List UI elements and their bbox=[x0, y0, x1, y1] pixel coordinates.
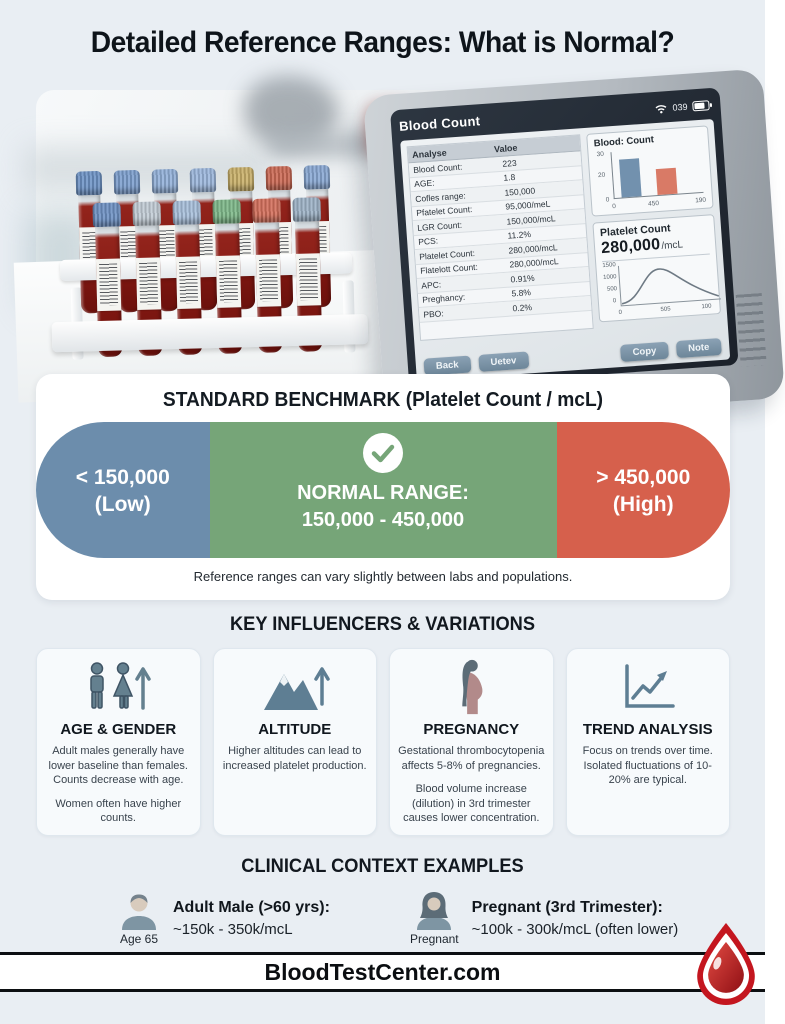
platelet-card-title: Platelet Count bbox=[599, 222, 671, 240]
tube-cap bbox=[92, 202, 121, 227]
analyte-value: 280,000/mcL bbox=[509, 256, 559, 270]
site-url: BloodTestCenter.com bbox=[264, 958, 501, 985]
example-range: ~100k - 300k/mcL (often lower) bbox=[471, 920, 679, 938]
analyte-label: Pfatelet Count: bbox=[415, 204, 473, 219]
screen-right-column bbox=[586, 125, 724, 362]
influencer-card-text: Focus on trends over time. Isolated fluctuations of 10-20% are typical. bbox=[582, 745, 713, 787]
influencer-card-title: PREGNANCY bbox=[423, 721, 520, 738]
check-badge bbox=[210, 432, 557, 474]
pregnancy-icon bbox=[451, 658, 491, 718]
back-button: Back bbox=[423, 356, 471, 376]
distribution-curve-chart bbox=[602, 256, 714, 317]
influencer-card-text: Adult males generally have lower baseline than females. Counts decrease with age. bbox=[48, 745, 188, 787]
influencer-card-text: Blood volume increase (dilution) in 3rd trimester causes lower concentration. bbox=[403, 783, 540, 825]
influencer-card-text: Gestational thrombocytopenia affects 5-8% of pregnancies. bbox=[398, 745, 545, 772]
mini-bar-chart bbox=[594, 144, 706, 211]
copy-button: Copy bbox=[620, 342, 669, 362]
analyzer-screen bbox=[400, 119, 730, 381]
blood-count-chart-card bbox=[586, 125, 713, 216]
male-avatar-icon bbox=[118, 890, 160, 930]
tube-cap bbox=[152, 169, 179, 194]
influencer-cards bbox=[36, 648, 730, 836]
trend-analysis-icon bbox=[619, 662, 677, 714]
column-value: Valoe bbox=[493, 142, 518, 154]
normal-range-value: 150,000 - 450,000 bbox=[301, 509, 465, 531]
standard-benchmark-section bbox=[36, 374, 730, 600]
high-range-segment bbox=[557, 422, 731, 558]
barcode-label bbox=[96, 258, 121, 311]
footer bbox=[0, 952, 765, 992]
analyte-label: Flatelott Count: bbox=[419, 262, 479, 277]
benchmark-title: STANDARD BENCHMARK (Platelet Count / mcL) bbox=[162, 389, 604, 411]
analyte-label: Cofles range: bbox=[414, 190, 467, 204]
analyte-value: 223 bbox=[502, 157, 517, 169]
female-avatar-icon bbox=[413, 890, 455, 930]
barcode-label bbox=[216, 255, 241, 308]
blood-analyzer-device bbox=[363, 68, 785, 425]
pregnancy-icon-wrap bbox=[397, 657, 546, 719]
analyte-label: LGR Count: bbox=[416, 219, 463, 233]
platelet-count-card bbox=[592, 214, 721, 322]
tube-cap bbox=[76, 171, 103, 196]
analyte-value: 11.2% bbox=[507, 229, 532, 241]
check-icon bbox=[362, 432, 404, 474]
test-tube-rack bbox=[51, 156, 376, 364]
blood-drop-logo bbox=[690, 920, 762, 1008]
analyte-value: 0.91% bbox=[510, 272, 535, 285]
y-tick: 0 bbox=[612, 298, 617, 305]
age-gender-icon bbox=[85, 660, 151, 716]
low-range-segment bbox=[36, 422, 210, 558]
analyte-value: 1.8 bbox=[503, 172, 516, 183]
low-bar bbox=[619, 158, 642, 197]
y-axis bbox=[610, 152, 614, 199]
clinical-examples bbox=[118, 890, 678, 946]
influencer-card-text: Women often have higher counts. bbox=[55, 797, 182, 825]
analyte-table bbox=[407, 134, 594, 341]
status-icons bbox=[654, 100, 713, 114]
normal-range-segment bbox=[210, 422, 557, 558]
y-tick: 0 bbox=[605, 196, 610, 204]
x-tick: 450 bbox=[647, 199, 660, 208]
tube-cap bbox=[114, 170, 141, 195]
clinical-title: CLINICAL CONTEXT EXAMPLES bbox=[241, 856, 524, 877]
tube-cap bbox=[266, 166, 293, 191]
page-title: Detailed Reference Ranges: What is Normal? bbox=[90, 26, 675, 59]
wifi-icon bbox=[654, 103, 668, 114]
example-caption: Age 65 bbox=[119, 932, 159, 946]
benchmark-note: Reference ranges can vary slightly between labs and populations. bbox=[193, 569, 573, 584]
battery-icon bbox=[692, 100, 713, 111]
chart-card-title: Blood: Count bbox=[593, 134, 655, 150]
influencer-card-trend bbox=[566, 648, 731, 836]
influencer-card-age-gender bbox=[36, 648, 201, 836]
device-vents bbox=[736, 293, 767, 367]
menu-button: Uetev bbox=[478, 351, 529, 371]
y-tick: 20 bbox=[597, 171, 606, 180]
influencers-title: KEY INFLUENCERS & VARIATIONS bbox=[229, 614, 536, 635]
age-gender-icon-wrap bbox=[44, 657, 193, 719]
x-tick: 0 bbox=[612, 202, 617, 211]
column-analyse: Analyse bbox=[411, 147, 447, 160]
hero-photo bbox=[36, 90, 730, 372]
screen-title: Blood Count bbox=[398, 113, 481, 134]
barcode-label bbox=[136, 257, 161, 310]
x-tick: 190 bbox=[694, 196, 707, 205]
high-bar bbox=[656, 168, 678, 195]
x-tick: 100 bbox=[701, 303, 712, 311]
influencer-card-pregnancy bbox=[389, 648, 554, 836]
tube-cap bbox=[304, 165, 331, 190]
influencer-card-altitude bbox=[213, 648, 378, 836]
tube-cap bbox=[172, 200, 201, 225]
tube-cap bbox=[212, 199, 241, 224]
x-tick: 505 bbox=[660, 306, 671, 314]
analyte-value: 0.2% bbox=[512, 301, 533, 314]
x-tick: 0 bbox=[618, 309, 623, 317]
analyte-value: 280,000/mcL bbox=[508, 241, 558, 256]
influencer-card-title: TREND ANALYSIS bbox=[582, 721, 713, 738]
y-tick: 1500 bbox=[602, 262, 616, 270]
screen-buttons bbox=[423, 338, 721, 376]
barcode-label bbox=[296, 253, 321, 306]
clinical-example-pregnant bbox=[410, 890, 678, 946]
low-range-value: < 150,000 bbox=[75, 466, 170, 489]
clinical-example-male bbox=[118, 890, 330, 946]
y-tick: 30 bbox=[596, 150, 605, 159]
analyte-label: Preghancy: bbox=[421, 291, 466, 305]
altitude-icon-wrap bbox=[221, 657, 370, 719]
example-caption: Pregnant bbox=[409, 932, 459, 946]
note-button: Note bbox=[676, 338, 722, 358]
analyte-label: Blood Count: bbox=[412, 161, 463, 175]
analyte-label: Platelet Count: bbox=[418, 247, 476, 262]
reference-range-bar bbox=[36, 422, 730, 558]
barcode-label bbox=[256, 254, 281, 307]
analyte-value: 5.8% bbox=[511, 287, 532, 299]
analyte-label: AGE: bbox=[413, 177, 435, 190]
y-tick: 1000 bbox=[603, 274, 617, 282]
low-range-label: (Low) bbox=[94, 493, 151, 517]
analyte-table-body bbox=[409, 151, 592, 322]
tube-cap bbox=[292, 197, 321, 222]
barcode-label bbox=[176, 256, 201, 309]
analyte-label: PBO: bbox=[422, 308, 444, 320]
high-range-label: (High) bbox=[612, 493, 674, 517]
example-heading: Adult Male (>60 yrs): bbox=[173, 898, 330, 916]
altitude-icon bbox=[260, 660, 330, 716]
influencer-card-title: AGE & GENDER bbox=[60, 721, 177, 738]
status-time: 039 bbox=[672, 101, 688, 113]
y-tick: 500 bbox=[606, 286, 618, 293]
trend-icon-wrap bbox=[574, 657, 723, 719]
analyte-label: PCS: bbox=[417, 235, 439, 248]
analyte-value: 150,000 bbox=[504, 185, 536, 198]
tube-cap bbox=[228, 167, 255, 192]
influencer-card-title: ALTITUDE bbox=[258, 721, 332, 738]
tube-cap bbox=[252, 198, 281, 223]
analyte-value: 150,000/mcL bbox=[506, 212, 556, 227]
analyte-value: 95,000/meL bbox=[505, 198, 551, 212]
tube-cap bbox=[190, 168, 217, 193]
tube-cap bbox=[132, 201, 161, 226]
platelet-value-unit: /mcL bbox=[661, 239, 684, 252]
analyte-label: APC: bbox=[420, 279, 442, 291]
example-heading: Pregnant (3rd Trimester): bbox=[471, 898, 663, 916]
platelet-value-number: 280,000 bbox=[600, 235, 661, 258]
high-range-value: > 450,000 bbox=[596, 466, 691, 489]
example-range: ~150k - 350k/mcL bbox=[173, 920, 293, 938]
influencer-card-text: Higher altitudes can lead to increased platelet production. bbox=[222, 745, 367, 772]
normal-range-label: NORMAL RANGE: bbox=[297, 482, 469, 504]
analyzer-screen-bezel bbox=[390, 87, 739, 387]
